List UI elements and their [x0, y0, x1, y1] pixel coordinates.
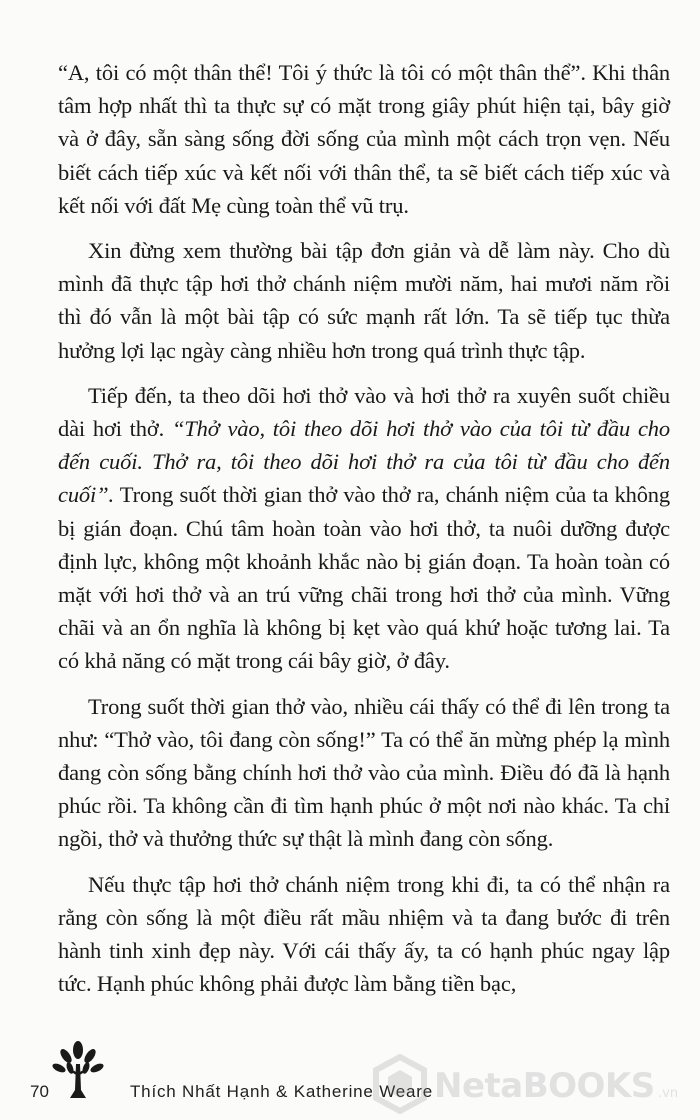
paragraph-3: [58, 379, 670, 678]
watermark-suffix: .vn: [658, 1086, 679, 1101]
paragraph-2: Xin đừng xem thường bài tập đơn giản và dễ làm này. Cho dù mình đã thực tập hơi thở chánh niệm mười năm, hai mươi năm rồi thì đó vẫn là một bài tập có sức mạnh rất lớn. Ta sẽ tiếp tục thừa hưởng lợi lạc ngày càng nhiều hơn trong quá trình thực tập.: [58, 238, 670, 363]
page-footer: [0, 1040, 700, 1120]
page-number: 70: [30, 1082, 49, 1101]
body-text: [58, 56, 670, 1012]
hexagon-logo-icon: [372, 1054, 428, 1114]
paragraph-4: Trong suốt thời gian thở vào, nhiều cái thấy có thể đi lên trong ta như: “Thở vào, tôi đang còn sống!” Ta có thể ăn mừng phép lạ mình đang còn sống bằng chính hơi thở vào của mình. Điều đó đã là hạnh phúc rồi. Ta không cần đi tìm hạnh phúc ở một nơi nào khác. Ta chỉ ngồi, thở và thưởng thức sự thật là mình đang còn sống.: [58, 693, 670, 852]
paragraph-3-quote: “Thở vào, tôi theo dõi hơi thở vào của tôi từ đầu cho đến cuối. Thở ra, tôi theo dõi hơi thở ra của tôi từ đầu cho đến cuối”.: [58, 416, 670, 508]
watermark-brand: NetaBOOKS: [434, 1066, 655, 1106]
paragraph-3-rest: Trong suốt thời gian thở vào thở ra, chánh niệm của ta không bị gián đoạn. Chú tâm hoàn toàn vào hơi thở, ta nuôi dưỡng được định lực, không một khoảnh khắc nào bị gián đoạn. Ta hoàn toàn có mặt với hơi thở và an trú vững chãi trong hơi thở của mình. Vững chãi và an ổn nghĩa là không bị kẹt vào quá khứ hoặc tương lai. Ta có khả năng có mặt trong cái bây giờ, ở đây.: [58, 482, 670, 674]
tree-icon: [48, 1040, 108, 1110]
paragraph-5: Nếu thực tập hơi thở chánh niệm trong khi đi, ta có thể nhận ra rằng còn sống là một điều rất mầu nhiệm và ta đang bước đi trên hành tinh xinh đẹp này. Với cái thấy ấy, ta có hạnh phúc ngay lập tức. Hạnh phúc không phải được làm bằng tiền bạc,: [58, 871, 670, 997]
paragraph-3-lead: Tiếp đến, ta theo dõi hơi thở vào và hơi thở ra xuyên suốt chiều dài hơi thở.: [58, 382, 670, 442]
watermark: [368, 1054, 698, 1114]
paragraph-1: “A, tôi có một thân thể! Tôi ý thức là tôi có một thân thể”. Khi thân tâm hợp nhất thì ta thực sự có mặt trong giây phút hiện tại, bây giờ và ở đây, sẵn sàng sống đời sống của mình một cách trọn vẹn. Nếu biết cách tiếp xúc và kết nối với thân thể, ta sẽ biết cách tiếp xúc và kết nối với đất Mẹ cùng toàn thể vũ trụ.: [58, 60, 670, 218]
running-head: Thích Nhất Hạnh & Katherine Weare: [130, 1082, 433, 1101]
